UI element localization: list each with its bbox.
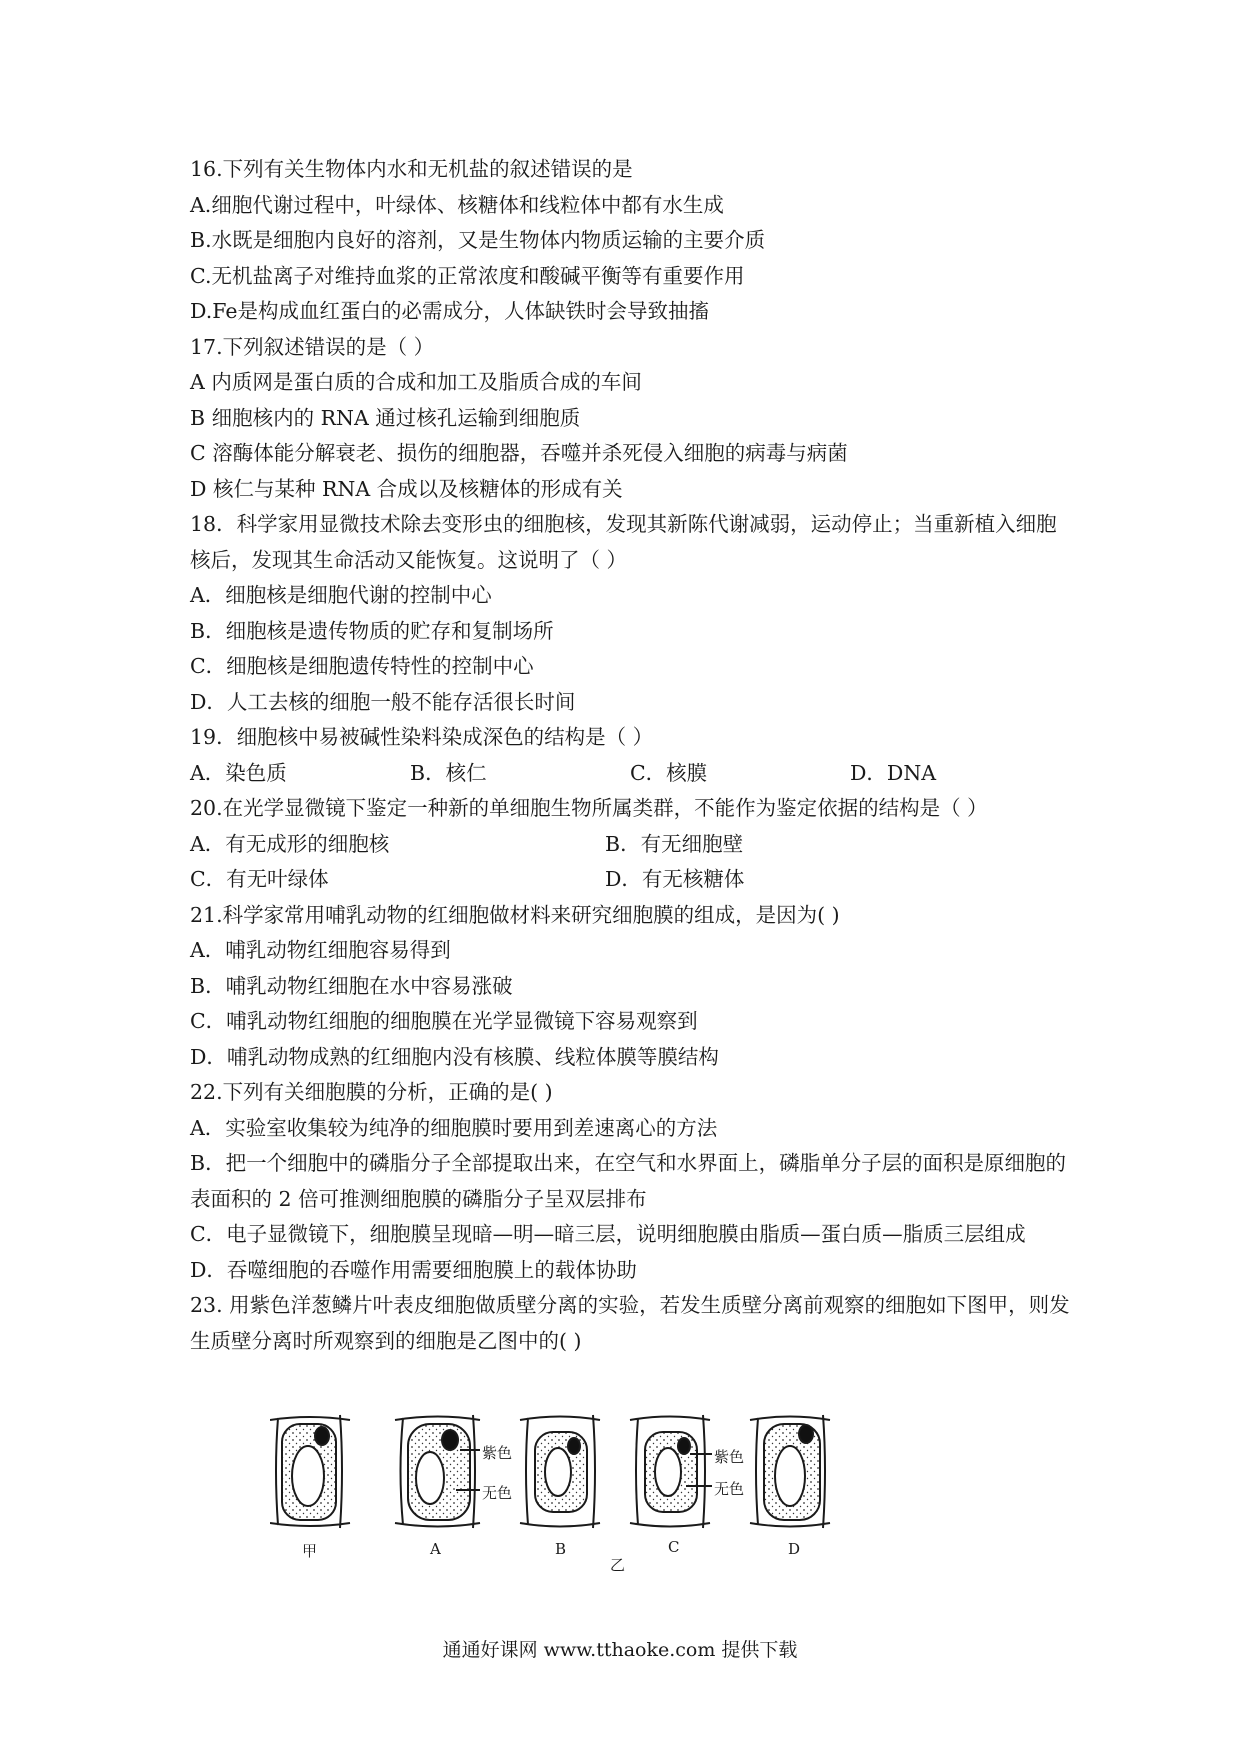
question-22-option-b: B．把一个细胞中的磷脂分子全部提取出来，在空气和水界面上，磷脂单分子层的面积是原细胞的表面积的 2 倍可推测细胞膜的磷脂分子呈双层排布 [190, 1151, 1067, 1211]
question-22-stem: 22.下列有关细胞膜的分析，正确的是( ) [190, 1080, 553, 1104]
label-b: B [555, 1540, 567, 1558]
label-c: C [668, 1538, 680, 1556]
question-21-stem: 21.科学家常用哺乳动物的红细胞做材料来研究细胞膜的组成，是因为( ) [190, 902, 840, 927]
question-19-option-b: B．核仁 [410, 760, 487, 785]
cell-jia [270, 1415, 350, 1528]
question-18-option-c: C．细胞核是细胞遗传特性的控制中心 [190, 654, 534, 678]
question-23-stem: 23. 用紫色洋葱鳞片叶表皮细胞做质壁分离的实验，若发生质壁分离前观察的细胞如下图甲，则发生质壁分离时所观察到的细胞是乙图中的( ) [190, 1293, 1070, 1353]
question-22-option-d: D．吞噬细胞的吞噬作用需要细胞膜上的载体协助 [190, 1257, 637, 1282]
label-yi: 乙 [610, 1556, 626, 1574]
cell-diagrams [270, 1410, 910, 1535]
question-17-stem: 17.下列叙述错误的是（ ） [190, 334, 435, 359]
cell-plasmolysis-figure [270, 1410, 910, 1574]
question-18-option-b: B．细胞核是遗传物质的贮存和复制场所 [190, 618, 554, 643]
question-18-stem: 18．科学家用显微技术除去变形虫的细胞核，发现其新陈代谢减弱，运动停止；当重新植入细胞核后，发现其生命活动又能恢复。这说明了（ ） [190, 512, 1057, 572]
question-20-option-a: A．有无成形的细胞核 [190, 831, 390, 856]
question-19-option-a: A．染色质 [190, 760, 287, 785]
question-21-option-a: A．哺乳动物红细胞容易得到 [190, 938, 451, 962]
callout-colorless-a: 无色 [482, 1484, 513, 1502]
question-17-option-d: D 核仁与某种 RNA 合成以及核糖体的形成有关 [190, 476, 623, 501]
label-jia: 甲 [302, 1542, 318, 1560]
cell-b [520, 1415, 600, 1528]
question-19-stem: 19．细胞核中易被碱性染料染成深色的结构是（ ） [190, 725, 654, 749]
question-18-option-a: A．细胞核是细胞代谢的控制中心 [190, 583, 492, 607]
cell-a [395, 1415, 480, 1528]
question-17-option-c: C 溶酶体能分解衰老、损伤的细胞器，吞噬并杀死侵入细胞的病毒与病菌 [190, 441, 848, 465]
callout-purple-c: 紫色 [714, 1448, 745, 1466]
cell-d [750, 1415, 830, 1528]
question-16-option-c: C.无机盐离子对维持血浆的正常浓度和酸碱平衡等有重要作用 [190, 263, 745, 288]
question-22-option-a: A．实验室收集较为纯净的细胞膜时要用到差速离心的方法 [190, 1115, 718, 1140]
question-21-option-c: C．哺乳动物红细胞的细胞膜在光学显微镜下容易观察到 [190, 1009, 698, 1033]
question-19-option-d: D．DNA [850, 760, 937, 785]
footer-credit: 通通好课网 www.tthaoke.com 提供下载 [442, 1639, 798, 1661]
question-19-option-c: C．核膜 [630, 760, 708, 785]
label-a: A [430, 1540, 441, 1558]
callout-colorless-c: 无色 [714, 1480, 745, 1498]
question-17-option-b: B 细胞核内的 RNA 通过核孔运输到细胞质 [190, 405, 581, 430]
question-18-option-d: D．人工去核的细胞一般不能存活很长时间 [190, 689, 576, 714]
question-16-option-d: D.Fe是构成血红蛋白的必需成分，人体缺铁时会导致抽搐 [190, 299, 709, 323]
question-21-option-b: B．哺乳动物红细胞在水中容易涨破 [190, 973, 513, 998]
question-20-option-b: B．有无细胞壁 [605, 831, 744, 856]
question-19-options [190, 756, 1070, 792]
question-20-option-d: D．有无核糖体 [605, 867, 745, 891]
cell-c [630, 1415, 712, 1528]
question-20-option-c: C．有无叶绿体 [190, 867, 329, 891]
question-16-option-b: B.水既是细胞内良好的溶剂，又是生物体内物质运输的主要介质 [190, 228, 766, 252]
question-16-stem: 16.下列有关生物体内水和无机盐的叙述错误的是 [190, 157, 633, 181]
question-20-stem: 20.在光学显微镜下鉴定一种新的单细胞生物所属类群，不能作为鉴定依据的结构是（ ） [190, 796, 988, 820]
question-21-option-d: D．哺乳动物成熟的红细胞内没有核膜、线粒体膜等膜结构 [190, 1044, 719, 1069]
label-d: D [788, 1540, 801, 1558]
question-list [190, 152, 1070, 1359]
question-20-options-row-2 [190, 862, 1070, 898]
callout-purple-a: 紫色 [482, 1444, 513, 1462]
question-22-option-c: C．电子显微镜下，细胞膜呈现暗—明—暗三层，说明细胞膜由脂质—蛋白质—脂质三层组成 [190, 1222, 1026, 1246]
question-17-option-a: A 内质网是蛋白质的合成和加工及脂质合成的车间 [190, 370, 642, 394]
question-20-options-row-1 [190, 827, 1070, 863]
question-16-option-a: A.细胞代谢过程中，叶绿体、核糖体和线粒体中都有水生成 [190, 192, 724, 217]
